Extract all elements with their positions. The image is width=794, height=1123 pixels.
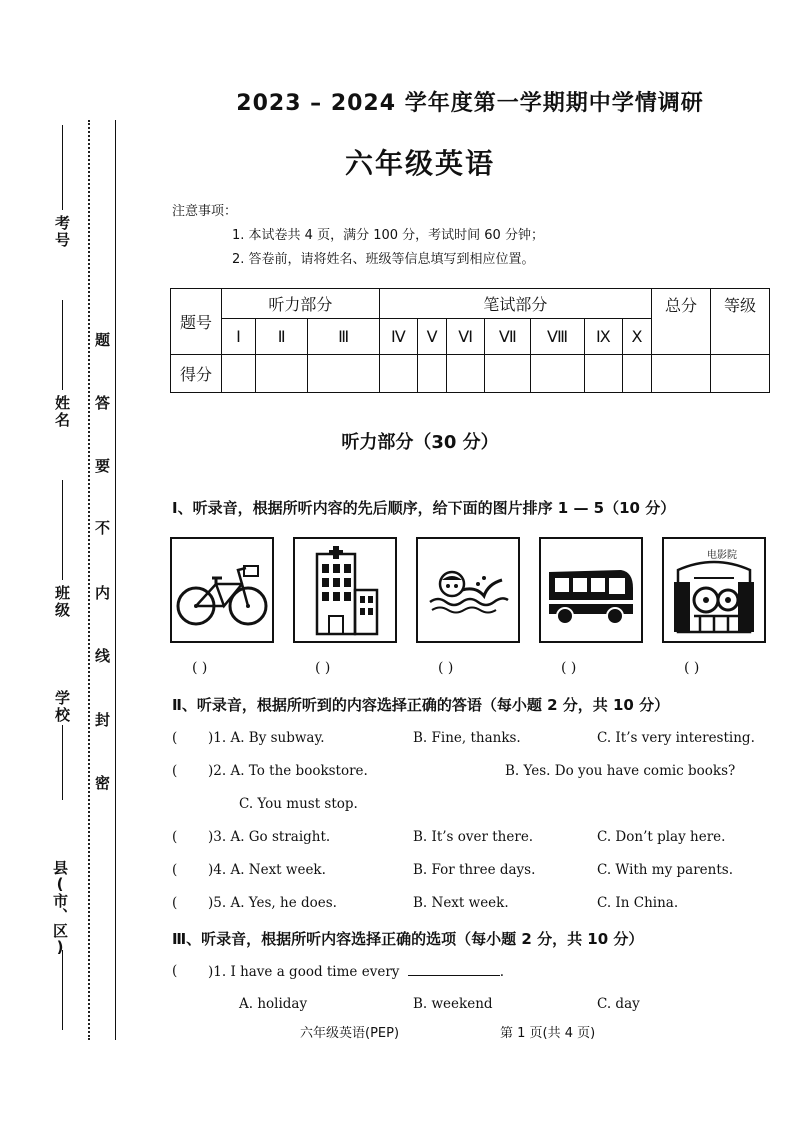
option-a: )5. A. Yes, he does.	[208, 895, 337, 911]
binding-line	[115, 120, 116, 1040]
hospital-picture	[293, 537, 397, 643]
swimming-picture	[416, 537, 520, 643]
score-cell[interactable]	[379, 355, 417, 393]
part-numeral: Ⅸ	[584, 319, 622, 355]
option-b: B. For three days.	[413, 862, 536, 878]
seal-char: 要	[93, 458, 111, 475]
option-c: C. day	[597, 996, 640, 1012]
part1-heading: Ⅰ、听录音，根据所听内容的先后顺序，给下面的图片排序 1 — 5（10 分）	[172, 499, 676, 517]
name-label: 姓名	[53, 395, 71, 429]
bicycle-picture	[170, 537, 274, 643]
option-a: )3. A. Go straight.	[208, 829, 331, 845]
fill-blank[interactable]	[408, 963, 500, 976]
listening-section-title: 听力部分（30 分）	[341, 432, 499, 453]
answer-paren[interactable]: ( )	[684, 660, 700, 676]
part3-heading: Ⅲ、听录音，根据所听内容选择正确的选项（每小题 2 分，共 10 分）	[172, 930, 644, 948]
bicycle-icon	[172, 539, 272, 641]
score-cell[interactable]	[255, 355, 308, 393]
option-a: )4. A. Next week.	[208, 862, 326, 878]
score-table	[170, 288, 770, 393]
school-line	[62, 725, 63, 800]
listening-group-header: 听力部分	[222, 289, 380, 319]
score-cell[interactable]	[584, 355, 622, 393]
swimmer-icon	[418, 539, 518, 641]
score-cell[interactable]	[622, 355, 651, 393]
answer-paren-open[interactable]: (	[172, 963, 178, 979]
total-score-cell[interactable]	[652, 355, 711, 393]
score-cell[interactable]	[418, 355, 447, 393]
question-stem	[208, 963, 504, 980]
answer-paren[interactable]: ( )	[438, 660, 454, 676]
part-numeral: Ⅱ	[255, 319, 308, 355]
class-label: 班级	[53, 585, 71, 619]
option-c: C. It’s very interesting.	[597, 730, 755, 746]
score-cell[interactable]	[222, 355, 256, 393]
hospital-icon	[295, 539, 395, 641]
answer-paren-open[interactable]: (	[172, 862, 178, 878]
footer-subject: 六年级英语(PEP)	[300, 1026, 400, 1041]
option-b: B. weekend	[413, 996, 493, 1012]
county-label: 县(市、区)	[51, 860, 69, 956]
score-cell[interactable]	[485, 355, 531, 393]
seal-dotted-line	[88, 120, 90, 1040]
seal-char: 内	[93, 585, 111, 602]
answer-paren-open[interactable]: (	[172, 730, 178, 746]
stem-text: )1. I have a good time every	[208, 964, 400, 980]
written-group-header: 笔试部分	[379, 289, 651, 319]
part-numeral: Ⅹ	[622, 319, 651, 355]
exam-number-label: 考号	[53, 215, 71, 249]
bus-picture	[539, 537, 643, 643]
option-a: A. holiday	[239, 996, 308, 1012]
answer-paren-open[interactable]: (	[172, 763, 178, 779]
exam-number-line	[62, 125, 63, 210]
grade-cell[interactable]	[711, 355, 770, 393]
seal-char: 线	[93, 648, 111, 665]
answer-paren[interactable]: ( )	[315, 660, 331, 676]
instructions	[172, 200, 544, 272]
option-c: C. In China.	[597, 895, 679, 911]
seal-char: 答	[93, 395, 111, 412]
option-b: B. Yes. Do you have comic books?	[505, 763, 736, 779]
instruction-item: 1. 本试卷共 4 页，满分 100 分，考试时间 60 分钟；	[232, 228, 544, 243]
option-c: C. You must stop.	[239, 796, 358, 812]
seal-char: 密	[93, 775, 111, 792]
bus-icon	[541, 539, 641, 641]
score-cell[interactable]	[308, 355, 379, 393]
total-header: 总分	[652, 289, 711, 355]
option-c: C. With my parents.	[597, 862, 733, 878]
score-row-header: 得分	[171, 355, 222, 393]
seal-char: 封	[93, 712, 111, 729]
answer-paren[interactable]: ( )	[561, 660, 577, 676]
option-c: C. Don’t play here.	[597, 829, 726, 845]
part-numeral: Ⅷ	[531, 319, 585, 355]
instruction-item: 2. 答卷前，请将姓名、班级等信息填写到相应位置。	[232, 252, 535, 267]
part-numeral: Ⅰ	[222, 319, 256, 355]
part-numeral: Ⅳ	[379, 319, 417, 355]
question-number-header: 题号	[171, 289, 222, 355]
option-b: B. Next week.	[413, 895, 509, 911]
option-b: B. It’s over there.	[413, 829, 534, 845]
instructions-heading: 注意事项：	[172, 204, 238, 219]
score-cell[interactable]	[531, 355, 585, 393]
score-cell[interactable]	[447, 355, 485, 393]
county-line	[62, 950, 63, 1030]
part-numeral: Ⅵ	[447, 319, 485, 355]
answer-paren[interactable]: ( )	[192, 660, 208, 676]
page-number: 第 1 页(共 4 页)	[500, 1026, 596, 1041]
cinema-picture	[662, 537, 766, 643]
part-numeral: Ⅴ	[418, 319, 447, 355]
school-label: 学校	[53, 690, 71, 724]
part-numeral: Ⅶ	[485, 319, 531, 355]
answer-paren-open[interactable]: (	[172, 895, 178, 911]
exam-subtitle: 六年级英语	[344, 147, 495, 180]
part-numeral: Ⅲ	[308, 319, 379, 355]
cinema-icon	[664, 539, 764, 641]
seal-char: 题	[93, 332, 111, 349]
seal-char: 不	[93, 520, 111, 537]
part2-heading: Ⅱ、听录音，根据所听到的内容选择正确的答语（每小题 2 分，共 10 分）	[172, 696, 670, 714]
cinema-sign: 电影院	[707, 550, 737, 561]
option-b: B. Fine, thanks.	[413, 730, 521, 746]
answer-paren-open[interactable]: (	[172, 829, 178, 845]
name-line	[62, 300, 63, 390]
class-line	[62, 480, 63, 580]
option-a: )1. A. By subway.	[208, 730, 325, 746]
stem-end: .	[499, 964, 504, 980]
option-a: )2. A. To the bookstore.	[208, 763, 368, 779]
exam-title: 2023 – 2024 学年度第一学期期中学情调研	[236, 91, 704, 116]
grade-header: 等级	[711, 289, 770, 355]
